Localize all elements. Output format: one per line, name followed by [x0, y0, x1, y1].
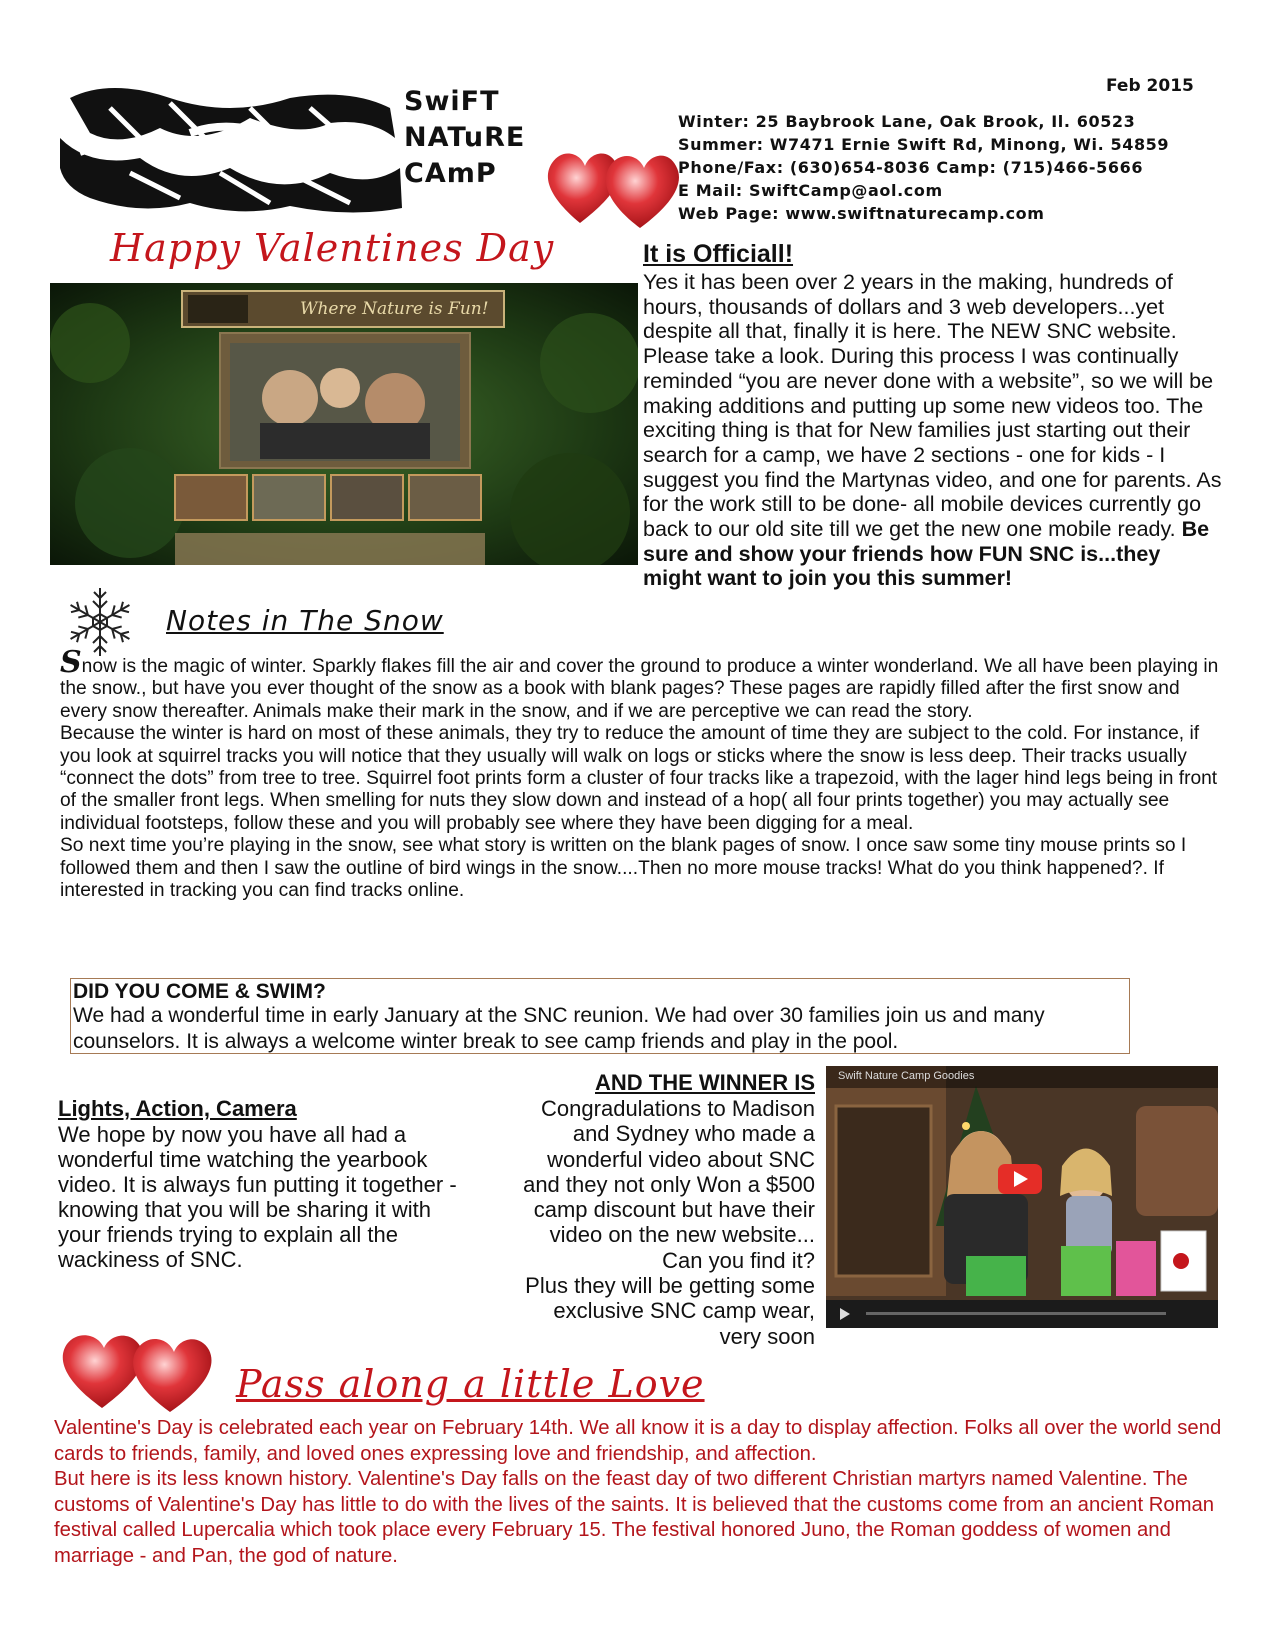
logo-line: SwiFT [404, 86, 500, 117]
web-page-line[interactable]: Web Page: www.swiftnaturecamp.com [678, 204, 1045, 223]
snow-paragraph [60, 645, 1230, 723]
winner-line: very soon [719, 1323, 815, 1349]
winner-line: Can you find it? [662, 1247, 815, 1273]
official-body-text: Yes it has been over 2 years in the making, hundreds of hours, thousands of dollars and 3 web developers...yet despite all that, finally it is here. The NEW SNC website. Please take a look. During this process I was continually reminded “you are never done with a website”, so we will be making additions and putting up some new videos too. The exciting thing is that for New families just starting out their search for a camp, we have 2 sections - one for kids - I suggest you find the Martynas video, and one for parents. As for the work still to be done- all mobile devices currently go back to our old site till we get the new one mobile ready. [643, 270, 1222, 542]
love-paragraph-1: Valentine's Day is celebrated each year on February 14th. We all know it is a day to display affection. Folks all over the world send cards to friends, family, and loved ones expressing love and friendship, and affection. [54, 1417, 1222, 1465]
snow-paragraph-3: So next time you’re playing in the snow, see what story is written on the blank pages of snow. I once saw some tiny mouse prints so I followed them and then I saw the outline of bird wings in the snow....Then no more mouse tracks! What do you think happened?. If interested in tracking you can find tracks online. [60, 835, 1187, 902]
winner-line: Plus they will be getting some [525, 1273, 815, 1299]
swift-nature-camp-logo-art [50, 78, 410, 218]
logo-line: NATuRE [404, 122, 526, 153]
hearts-icon [540, 138, 690, 230]
swim-callout-box [70, 978, 1130, 1054]
pass-along-love-heading: Pass along a little Love [236, 1362, 705, 1406]
website-screenshot [50, 283, 638, 565]
winner-line: video on the new website... [549, 1222, 815, 1248]
email-line[interactable]: E Mail: SwiftCamp@aol.com [678, 181, 943, 200]
official-bold-callout: Be sure and show your friends how FUN SNC is...they might want to join you this summer! [643, 517, 1210, 591]
winter-address: Winter: 25 Baybrook Lane, Oak Brook, Il. 60523 [678, 112, 1136, 131]
winner-line: and they not only Won a $500 [523, 1171, 815, 1197]
notes-in-snow-heading: Notes in The Snow [166, 604, 444, 637]
snow-dropcap: S [60, 645, 82, 680]
snow-paragraph-2: Because the winter is hard on most of these animals, they try to reduce the amount of time they are subject to the cold. For instance, if you look at squirrel tracks you will notice that they usually will walk on logs or sticks where the snow is less deep. Their tracks usually “connect the dots” from tree to tree. Squirrel foot prints form a cluster of four tracks like a trapezoid, with the lager hind legs being in front of the smaller front legs. When smelling for nuts they slow down and instead of a hop( all four prints together) you may actually see individual footsteps, follow these and you will probably see where they have been digging for a meal. [60, 723, 1218, 834]
love-paragraph-2: But here is its less known history. Valentine's Day falls on the feast day of two different Christian martyrs named Valentine. The customs of Valentine's Day has little to do with the lives of the saints. It is believed that the customs come from an ancient Roman festival called Lupercalia which took place every February 15. The festival honored Juno, the Roman goddess of women and marriage - and Pan, the god of nature. [54, 1468, 1215, 1567]
site-banner-text: Where Nature is Fun! [300, 299, 489, 319]
winner-body [480, 1096, 815, 1349]
lights-action-camera-heading: Lights, Action, Camera [58, 1096, 297, 1121]
winner-line: and Sydney who made a [572, 1121, 815, 1147]
video-frame-art [826, 1066, 1218, 1328]
website-screenshot-art [50, 283, 638, 565]
happy-valentines-heading: Happy Valentines Day [110, 226, 555, 270]
logo-line: CAmP [404, 158, 497, 189]
winner-line: camp discount but have their [533, 1197, 815, 1223]
official-article [643, 270, 1223, 591]
issue-date: Feb 2015 [1106, 76, 1194, 96]
winner-video-player[interactable] [826, 1066, 1218, 1328]
summer-address: Summer: W7471 Ernie Swift Rd, Minong, Wi. 54859 [678, 135, 1170, 154]
winner-line: Congradulations to Madison [541, 1096, 815, 1121]
winner-line: exclusive SNC camp wear, [553, 1298, 815, 1324]
pass-along-love-article [54, 1416, 1234, 1569]
notes-in-snow-article [60, 645, 1230, 902]
snow-paragraph-1: now is the magic of winter. Sparkly flakes fill the air and cover the ground to produce a winter wonderland. We all have been playing in the snow., but have you ever thought of the snow as a book with blank pages? These pages are rapidly filled after the first snow and every snow thereafter. Animals make their mark in the snow, and if we are perceptive we can read the story. [60, 656, 1219, 722]
official-heading: It is Officiall! [643, 240, 794, 268]
winner-heading: AND THE WINNER IS [595, 1070, 815, 1095]
hearts-icon [52, 1322, 222, 1414]
swim-heading: DID YOU COME & SWIM? [73, 980, 326, 1003]
phone-numbers: Phone/Fax: (630)654-8036 Camp: (715)466-5666 [678, 158, 1144, 177]
swim-body: We had a wonderful time in early January at the SNC reunion. We had over 30 families join us and many counselors. It is always a welcome winter break to see camp friends and play in the pool. [73, 1004, 1045, 1053]
video-title: Swift Nature Camp Goodies [838, 1070, 975, 1082]
contact-block [678, 110, 1169, 225]
winner-line: wonderful video about SNC [547, 1146, 815, 1172]
lights-action-camera-body: We hope by now you have all had a wonderful time watching the yearbook video. It is always fun putting it together -knowing that you will be sharing it with your friends trying to explain all the wackiness of SNC. [58, 1122, 457, 1272]
